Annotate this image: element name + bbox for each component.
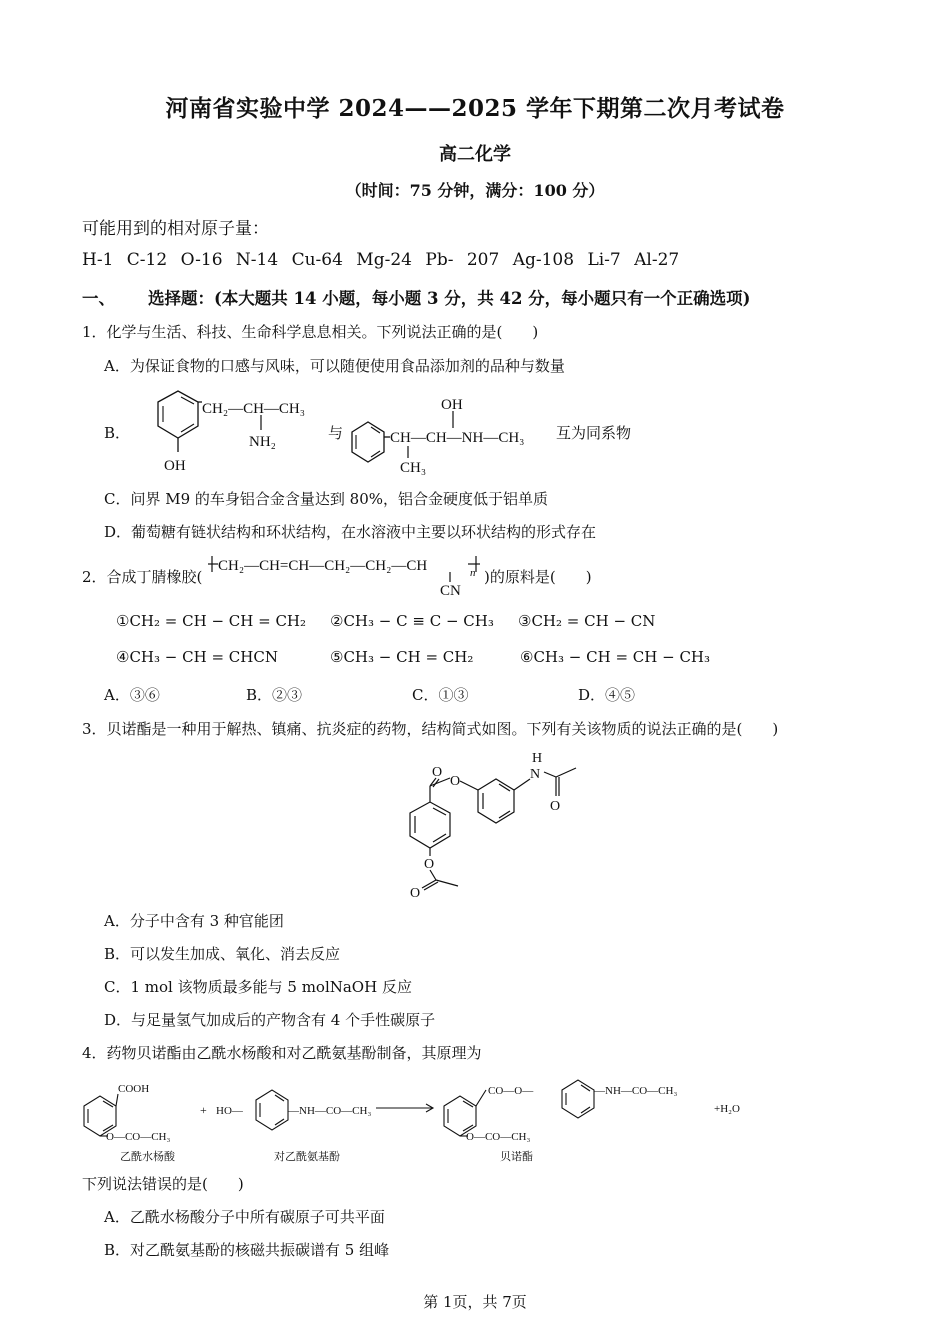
- q2-polymer-cn: CN: [440, 583, 461, 599]
- q1-option-b-suffix: 互为同系物: [556, 424, 632, 442]
- mol1-nh2: NH₂: [249, 434, 276, 450]
- q3-stem: 3．贝诺酯是一种用于解热、镇痛、抗炎症的药物，结构简式如图。下列有关该物质的说法正确的是( ): [82, 720, 779, 738]
- q4-oco-2: O—CO—CH₃: [466, 1131, 531, 1143]
- section-heading: 选择题：(本大题共 14 小题，每小题 3 分，共 42 分，每小题只有一个正确选项): [148, 289, 751, 308]
- q4-water: +H₂O: [714, 1103, 740, 1115]
- q4-question: 下列说法错误的是( ): [82, 1175, 244, 1193]
- q1-molecule-1: [136, 388, 336, 476]
- q3-label-o5: O: [410, 886, 421, 898]
- q3-label-h: H: [532, 751, 543, 766]
- q1-option-b-label: B．: [104, 424, 131, 442]
- q4-cooh: COOH: [118, 1083, 150, 1095]
- atomic-mass-label: 可能用到的相对原子量：: [82, 219, 269, 239]
- q3-label-o2: O: [432, 765, 443, 780]
- q4-stem: 4．药物贝诺酯由乙酰水杨酸和对乙酰氨基酚制备，其原理为: [82, 1044, 482, 1062]
- mol2-chain: CH—CH—NH—CH₃: [390, 430, 525, 446]
- q3-label-o4: O: [424, 857, 435, 872]
- q2-prefix: 2．合成丁腈橡胶(: [82, 568, 203, 586]
- q2-option-a: A．③⑥: [104, 686, 160, 704]
- q4-oco-1: O—CO—CH₃: [106, 1131, 171, 1143]
- q2-compound-1: ①CH₂ = CH − CH = CH₂: [116, 612, 307, 630]
- atomic-mass-values: H-1 C-12 O-16 N-14 Cu-64 Mg-24 Pb- 207 Ag-108 Li-7 Al-27: [82, 250, 680, 270]
- q4-option-b: B．对乙酰氨基酚的核磁共振碳谱有 5 组峰: [104, 1241, 390, 1259]
- q2-polymer-formula: [206, 550, 486, 600]
- mol1-chain: CH₂—CH—CH₃: [202, 401, 305, 417]
- q2-compound-2: ②CH₃ − C ≡ C − CH₃: [330, 612, 494, 630]
- time-info: （时间：75 分钟，满分：100 分）: [345, 181, 605, 200]
- q1-molecule-2: [346, 392, 556, 478]
- q4-name-benorilate: 贝诺酯: [500, 1151, 533, 1163]
- q4-plus: +: [200, 1103, 207, 1117]
- q1-stem: 1．化学与生活、科技、生命科学息息相关。下列说法正确的是( ): [82, 323, 539, 341]
- mol2-oh: OH: [441, 397, 463, 413]
- q3-label-n: N: [530, 767, 541, 782]
- q3-structure-diagram: [360, 748, 610, 898]
- mol1-oh: OH: [164, 458, 186, 474]
- q3-label-o1: O: [550, 799, 561, 814]
- mol2-ch3: CH₃: [400, 460, 427, 476]
- q2-polymer-chain: CH₂—CH=CH—CH₂—CH₂—CH: [218, 558, 428, 574]
- exam-title: 河南省实验中学 2024——2025 学年下期第二次月考试卷: [165, 95, 785, 122]
- q2-suffix: )的原料是( ): [484, 568, 592, 586]
- q4-nhco-2: —NH—CO—CH₃: [594, 1085, 678, 1097]
- q2-compound-6: ⑥CH₃ − CH = CH − CH₃: [520, 648, 711, 666]
- q4-option-a: A．乙酰水杨酸分子中所有碳原子可共平面: [104, 1208, 385, 1226]
- q2-option-d: D．④⑤: [578, 686, 636, 704]
- q3-option-d: D．与足量氢气加成后的产物含有 4 个手性碳原子: [104, 1011, 436, 1029]
- q4-nhco-1: —NH—CO—CH₃: [288, 1105, 372, 1117]
- subject-title: 高二化学: [439, 144, 511, 165]
- q2-compound-5: ⑤CH₃ − CH = CH₂: [330, 648, 474, 666]
- q3-option-c: C．1 mol 该物质最多能与 5 molNaOH 反应: [104, 978, 412, 996]
- q4-name-paracetamol: 对乙酰氨基酚: [274, 1151, 340, 1163]
- q2-polymer-n: n: [470, 567, 476, 579]
- q3-option-b: B．可以发生加成、氧化、消去反应: [104, 945, 341, 963]
- page-footer: 第 1页，共 7页: [423, 1293, 527, 1311]
- q2-option-b: B．②③: [246, 686, 303, 704]
- q2-compound-3: ③CH₂ = CH − CN: [518, 612, 656, 630]
- q4-coo: CO—O—: [488, 1085, 534, 1097]
- q4-name-aspirin: 乙酰水杨酸: [120, 1151, 175, 1163]
- q1-option-a: A．为保证食物的口感与风味，可以随便使用食品添加剂的品种与数量: [104, 357, 565, 375]
- q4-ho: HO—: [216, 1105, 243, 1117]
- q1-option-b-mid: 与: [328, 424, 344, 442]
- q3-label-o3: O: [450, 774, 461, 789]
- q2-option-c: C．①③: [412, 686, 469, 704]
- q2-compound-4: ④CH₃ − CH = CHCN: [116, 648, 278, 666]
- q1-option-d: D．葡萄糖有链状结构和环状结构，在水溶液中主要以环状结构的形式存在: [104, 523, 597, 541]
- q1-option-c: C．问界 M9 的车身铝合金含量达到 80%，铝合金硬度低于铝单质: [104, 490, 549, 508]
- q3-option-a: A．分子中含有 3 种官能团: [104, 912, 284, 930]
- q4-reaction-scheme: [76, 1074, 796, 1166]
- section-number: 一、: [82, 289, 115, 308]
